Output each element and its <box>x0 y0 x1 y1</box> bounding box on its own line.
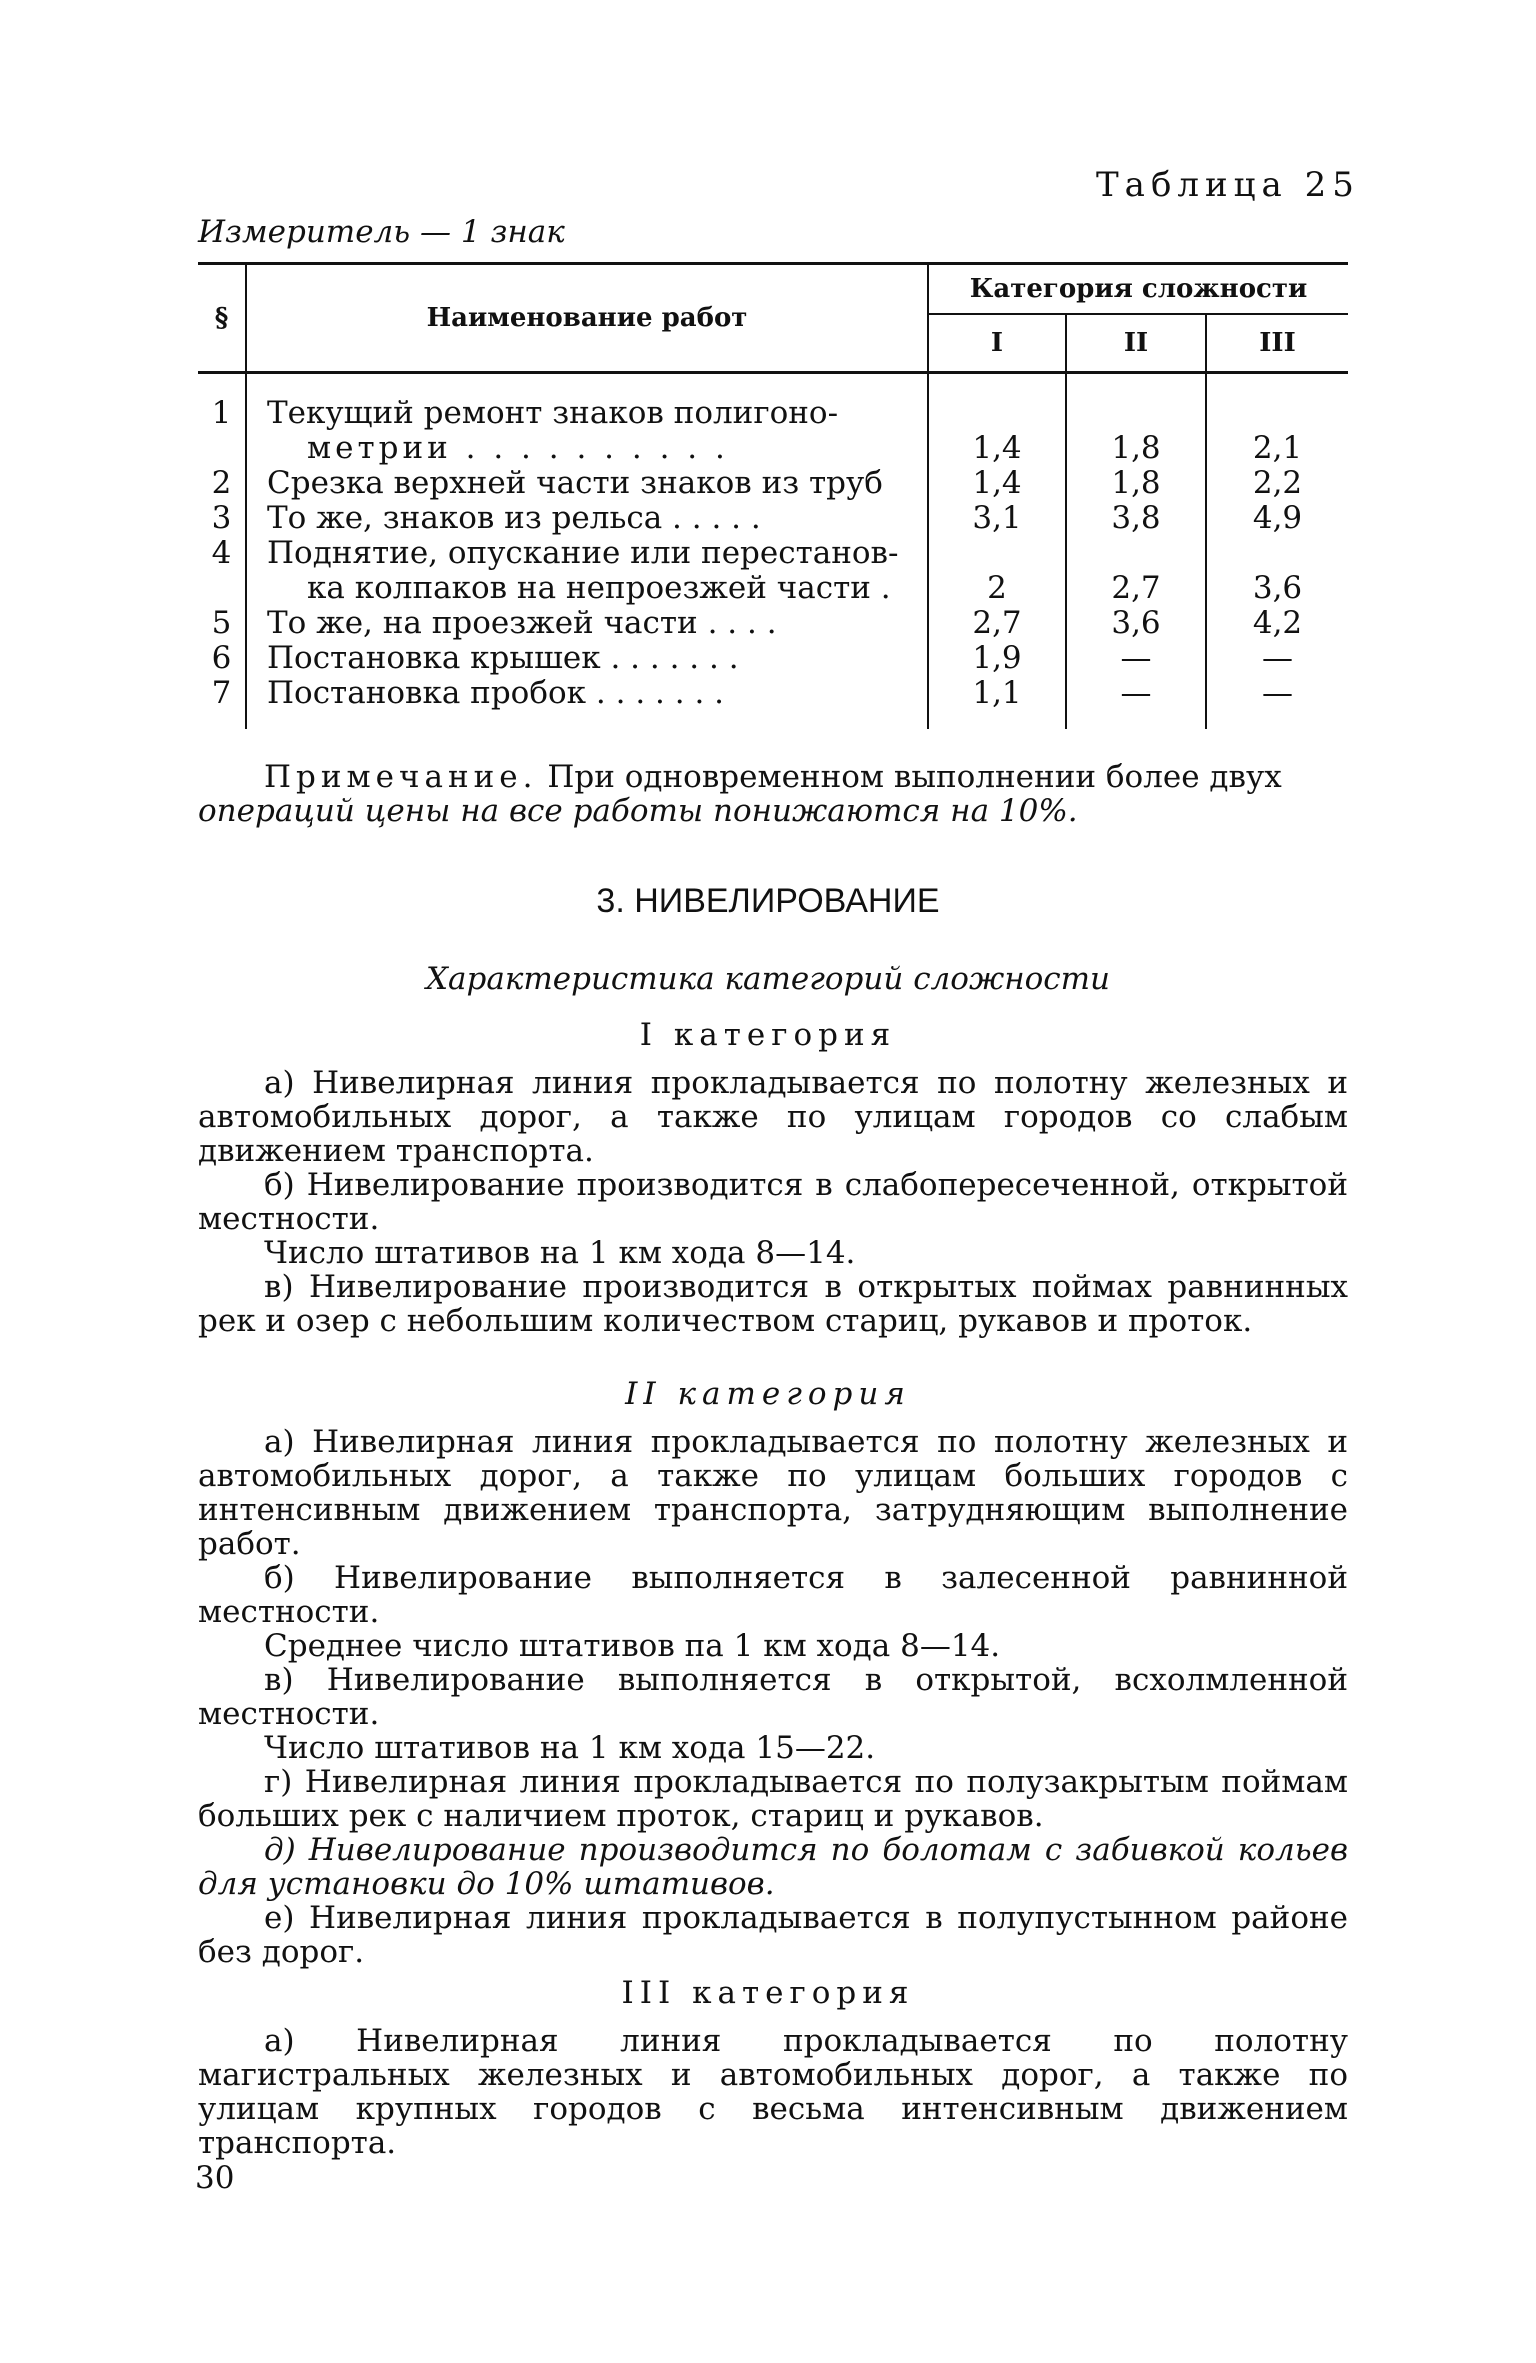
paragraph: Число штативов на 1 км хода 8—14. <box>264 1235 856 1271</box>
row-value-cat1: 1,9 <box>928 641 1066 676</box>
row-value-cat2: 3,8 <box>1066 501 1206 536</box>
paragraph: а) Нивелирная линия прокладывается по полотну железных и автомобильных дорог, а также по улицам городов со слабым движением транспорта. <box>198 1065 1348 1169</box>
header-category-1: I <box>928 314 1066 373</box>
header-category-3: III <box>1206 314 1348 373</box>
row-value-cat3: — <box>1206 641 1348 676</box>
paragraph: в) Нивелирование производится в открытых поймах равнинных рек и озер с небольшим количеством стариц, рукавов и проток. <box>198 1269 1348 1339</box>
row-number: 2 <box>211 465 232 501</box>
header-work-name: Наименование работ <box>246 264 928 373</box>
row-number: 3 <box>211 500 232 536</box>
table-row <box>198 606 1348 641</box>
table-row <box>198 501 1348 536</box>
category-2-heading: II категория <box>625 1376 911 1412</box>
row-value-cat3: 2,1 <box>1206 373 1348 467</box>
row-value-cat1: 2 <box>928 536 1066 606</box>
paragraph: д) Нивелирование производится по болотам с забивкой кольев для установки до 10% штативов. <box>198 1832 1348 1902</box>
section-subtitle: Характеристика категорий сложности <box>425 961 1110 997</box>
paragraph: в) Нивелирование выполняется в открытой, всхолмленной местности. <box>198 1662 1348 1732</box>
header-complexity-category: Категория сложности <box>928 264 1348 315</box>
row-work-name: То же, знаков из рельса . . . . . <box>246 501 928 536</box>
category-3-text <box>198 2024 1348 2160</box>
row-value-cat1: 1,4 <box>928 373 1066 467</box>
table-row <box>198 536 1348 606</box>
note-text-italic: операций цены на все работы понижаются на 10%. <box>198 793 1078 829</box>
row-value-cat2: — <box>1066 676 1206 729</box>
row-value-cat2: 2,7 <box>1066 536 1206 606</box>
paragraph: г) Нивелирная линия прокладывается по полузакрытым поймам больших рек с наличием проток, стариц и рукавов. <box>198 1764 1348 1834</box>
row-value-cat3: — <box>1206 676 1348 729</box>
row-number: 5 <box>211 605 232 641</box>
paragraph: Число штативов на 1 км хода 15—22. <box>264 1730 876 1766</box>
row-number: 1 <box>211 395 232 431</box>
row-work-name: Постановка пробок . . . . . . . <box>246 676 928 729</box>
table-row <box>198 641 1348 676</box>
paragraph: а) Нивелирная линия прокладывается по полотну магистральных железных и автомобильных дорог, а также по улицам крупных городов с весьма интенсивным движением транспорта. <box>198 2023 1348 2161</box>
category-1-text <box>198 1066 1348 1338</box>
row-work-name: Постановка крышек . . . . . . . <box>246 641 928 676</box>
row-value-cat2: 1,8 <box>1066 373 1206 467</box>
row-work-name: Поднятие, опускание или перестанов- ка колпаков на непроезжей части . <box>246 536 928 606</box>
section-title: 3. НИВЕЛИРОВАНИЕ <box>596 882 940 920</box>
note-label: Примечание. <box>264 759 538 795</box>
row-value-cat2: 1,8 <box>1066 466 1206 501</box>
row-value-cat1: 1,1 <box>928 676 1066 729</box>
unit-label: Измеритель — 1 знак <box>198 214 565 250</box>
page-number: 30 <box>195 2160 235 2196</box>
note-text: При одновременном выполнении более двух <box>537 759 1282 795</box>
category-2-text <box>198 1425 1348 1969</box>
row-value-cat3: 2,2 <box>1206 466 1348 501</box>
category-3-heading: III категория <box>621 1975 915 2011</box>
row-work-name: Срезка верхней части знаков из труб <box>246 466 928 501</box>
row-number: 6 <box>211 640 232 676</box>
row-value-cat2: — <box>1066 641 1206 676</box>
paragraph: а) Нивелирная линия прокладывается по полотну железных и автомобильных дорог, а также по улицам больших городов с интенсивным движением транспорта, затрудняющим выполнение работ. <box>198 1424 1348 1562</box>
paragraph: Среднее число штативов па 1 км хода 8—14. <box>264 1628 1001 1664</box>
category-1-heading: I категория <box>639 1017 897 1053</box>
row-number: 7 <box>211 675 232 711</box>
row-value-cat1: 2,7 <box>928 606 1066 641</box>
row-value-cat3: 3,6 <box>1206 536 1348 606</box>
row-value-cat2: 3,6 <box>1066 606 1206 641</box>
row-value-cat1: 1,4 <box>928 466 1066 501</box>
paragraph: б) Нивелирование производится в слабопересеченной, открытой местности. <box>198 1167 1348 1237</box>
table-row <box>198 466 1348 501</box>
table-row <box>198 373 1348 467</box>
paragraph: б) Нивелирование выполняется в залесенной равнинной местности. <box>198 1560 1348 1630</box>
header-section: § <box>198 264 246 373</box>
row-value-cat3: 4,2 <box>1206 606 1348 641</box>
row-number: 4 <box>211 535 232 571</box>
table-note <box>198 760 1348 828</box>
row-value-cat3: 4,9 <box>1206 501 1348 536</box>
works-table <box>198 262 1348 729</box>
header-category-2: II <box>1066 314 1206 373</box>
row-work-name: То же, на проезжей части . . . . <box>246 606 928 641</box>
row-work-name: Текущий ремонт знаков полигоно- метрии . . . . . . . . . . <box>246 373 928 467</box>
row-value-cat1: 3,1 <box>928 501 1066 536</box>
table-title: Таблица 25 <box>1096 165 1360 205</box>
paragraph: е) Нивелирная линия прокладывается в полупустынном районе без дорог. <box>198 1900 1348 1970</box>
table-row <box>198 676 1348 729</box>
